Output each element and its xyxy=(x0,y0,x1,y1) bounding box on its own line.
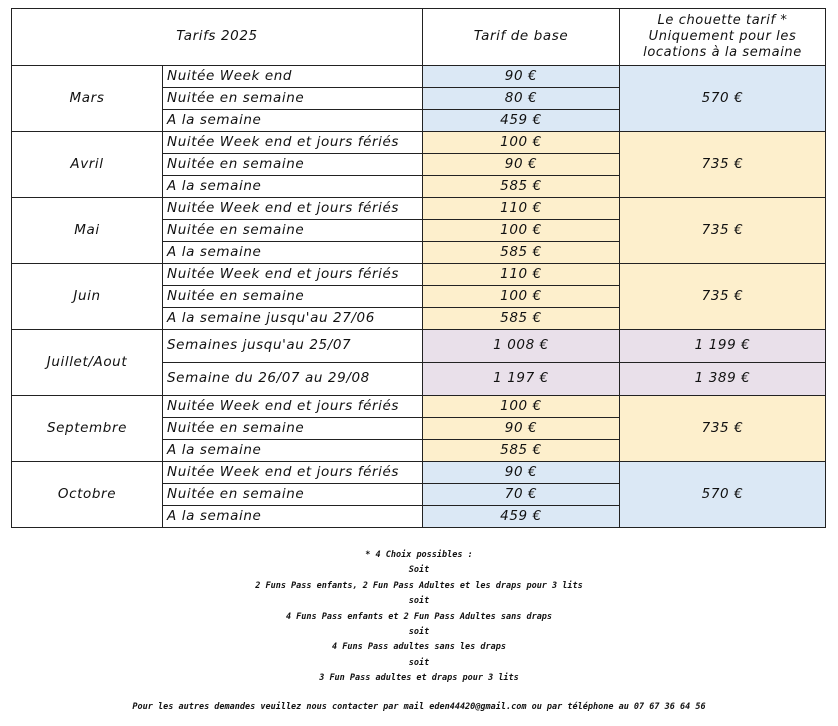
rate-label: Nuitée en semaine xyxy=(163,484,423,506)
rate-label: Nuitée Week end et jours fériés xyxy=(163,396,423,418)
base-rate: 585 € xyxy=(423,176,620,198)
base-rate: 1 008 € xyxy=(423,330,620,363)
base-rate: 585 € xyxy=(423,308,620,330)
header-base-rate: Tarif de base xyxy=(423,9,620,66)
table-row xyxy=(12,330,826,363)
rate-label: Nuitée Week end xyxy=(163,66,423,88)
header-special-line-3: locations à la semaine xyxy=(643,45,802,60)
rate-label: A la semaine xyxy=(163,242,423,264)
rate-label: A la semaine xyxy=(163,110,423,132)
footnote-line: soit xyxy=(408,657,430,668)
special-rate: 735 € xyxy=(620,198,826,264)
special-rate: 1 389 € xyxy=(620,363,826,396)
base-rate: 459 € xyxy=(423,110,620,132)
rate-label: Nuitée Week end et jours fériés xyxy=(163,132,423,154)
base-rate: 110 € xyxy=(423,264,620,286)
rate-label: Nuitée en semaine xyxy=(163,286,423,308)
footnote-options xyxy=(0,548,838,687)
rate-label: Semaines jusqu'au 25/07 xyxy=(163,330,423,363)
base-rate: 1 197 € xyxy=(423,363,620,396)
rate-label: Nuitée en semaine xyxy=(163,154,423,176)
base-rate: 459 € xyxy=(423,506,620,528)
footnote-line: * 4 Choix possibles : xyxy=(365,550,473,560)
contact-line: Pour les autres demandes veuillez nous contacter par mail eden44420@gmail.com ou par téléphone au 07 67 36 64 56 xyxy=(132,702,706,712)
header-row xyxy=(12,9,826,66)
header-special-rate xyxy=(620,9,826,66)
rate-label: Semaine du 26/07 au 29/08 xyxy=(163,363,423,396)
base-rate: 585 € xyxy=(423,440,620,462)
base-rate: 90 € xyxy=(423,462,620,484)
header-title: Tarifs 2025 xyxy=(12,9,423,66)
month-label: Octobre xyxy=(12,462,163,528)
month-label: Juillet/Aout xyxy=(12,330,163,396)
base-rate: 100 € xyxy=(423,396,620,418)
table-row xyxy=(12,264,826,286)
rate-label: A la semaine xyxy=(163,506,423,528)
table-row xyxy=(12,198,826,220)
table-row xyxy=(12,132,826,154)
rate-label: A la semaine jusqu'au 27/06 xyxy=(163,308,423,330)
rate-label: Nuitée Week end et jours fériés xyxy=(163,462,423,484)
footnote-line: soit xyxy=(408,596,430,607)
footnote-line: 4 Funs Pass enfants et 2 Fun Pass Adultes sans draps xyxy=(285,611,553,622)
special-rate: 570 € xyxy=(620,462,826,528)
header-special-line-1: Le chouette tarif * xyxy=(657,13,788,28)
rate-label: Nuitée en semaine xyxy=(163,88,423,110)
footnote-line: 3 Fun Pass adultes et draps pour 3 lits xyxy=(319,673,519,684)
base-rate: 100 € xyxy=(423,132,620,154)
base-rate: 100 € xyxy=(423,220,620,242)
footnote-line: 4 Funs Pass adultes sans les draps xyxy=(332,642,506,653)
month-label: Septembre xyxy=(12,396,163,462)
rate-label: Nuitée en semaine xyxy=(163,418,423,440)
rate-label: Nuitée Week end et jours fériés xyxy=(163,198,423,220)
footnote-line: soit xyxy=(408,626,430,637)
footnote-line: Soit xyxy=(408,565,430,576)
header-special-line-2: Uniquement pour les xyxy=(648,29,797,44)
month-label: Mai xyxy=(12,198,163,264)
special-rate: 735 € xyxy=(620,132,826,198)
special-rate: 735 € xyxy=(620,396,826,462)
footnote-line: 2 Funs Pass enfants, 2 Fun Pass Adultes et les draps pour 3 lits xyxy=(255,580,583,591)
base-rate: 90 € xyxy=(423,66,620,88)
special-rate: 1 199 € xyxy=(620,330,826,363)
rate-label: A la semaine xyxy=(163,440,423,462)
special-rate: 570 € xyxy=(620,66,826,132)
rate-label: Nuitée Week end et jours fériés xyxy=(163,264,423,286)
rate-label: Nuitée en semaine xyxy=(163,220,423,242)
base-rate: 100 € xyxy=(423,286,620,308)
base-rate: 90 € xyxy=(423,418,620,440)
month-label: Juin xyxy=(12,264,163,330)
base-rate: 80 € xyxy=(423,88,620,110)
rate-label: A la semaine xyxy=(163,176,423,198)
base-rate: 90 € xyxy=(423,154,620,176)
table-row xyxy=(12,396,826,418)
month-label: Mars xyxy=(12,66,163,132)
base-rate: 70 € xyxy=(423,484,620,506)
table-row xyxy=(12,66,826,88)
table-row xyxy=(12,462,826,484)
tariff-table xyxy=(11,8,826,528)
base-rate: 110 € xyxy=(423,198,620,220)
month-label: Avril xyxy=(12,132,163,198)
base-rate: 585 € xyxy=(423,242,620,264)
special-rate: 735 € xyxy=(620,264,826,330)
